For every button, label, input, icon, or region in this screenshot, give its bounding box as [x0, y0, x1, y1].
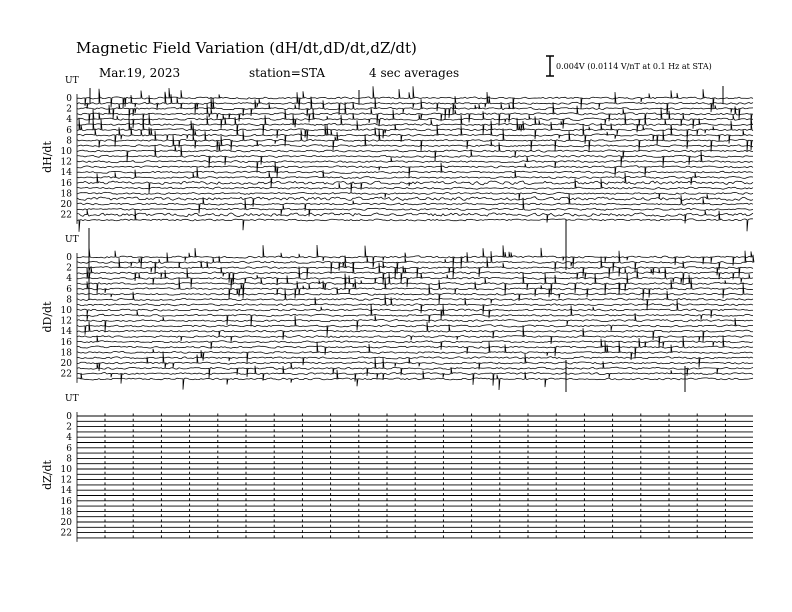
hour-tick-label: 18 — [60, 348, 72, 359]
hour-tick-label: 22 — [60, 210, 72, 221]
hour-trace — [77, 86, 753, 110]
hour-trace — [77, 97, 753, 120]
hour-trace — [77, 193, 753, 213]
hour-tick-label: 22 — [60, 369, 72, 380]
hour-trace — [77, 525, 753, 528]
hour-trace — [77, 414, 753, 417]
hour-trace — [77, 429, 753, 432]
hour-trace — [77, 282, 753, 304]
hour-trace — [77, 251, 754, 274]
hour-tick-label: 20 — [60, 518, 72, 528]
hour-trace — [77, 245, 753, 269]
hour-trace — [77, 509, 753, 512]
hour-trace — [77, 145, 753, 168]
dz-dt-panel — [41, 394, 753, 542]
hour-tick-label: 14 — [60, 168, 72, 179]
hour-tick-label: 14 — [60, 327, 72, 338]
hour-trace — [77, 514, 753, 517]
hour-tick-label: 8 — [66, 454, 72, 465]
hour-tick-label: 2 — [66, 422, 72, 433]
hour-trace — [77, 289, 753, 310]
hour-trace — [77, 295, 753, 314]
hour-trace — [77, 336, 753, 359]
hour-tick-label: 14 — [60, 486, 72, 497]
hour-trace — [77, 445, 753, 448]
axis-label-dd-dt: dD/dt — [41, 301, 54, 333]
ut-label: UT — [65, 394, 79, 404]
hour-tick-label: 0 — [66, 94, 72, 104]
averaging-label: 4 sec averages — [369, 66, 460, 80]
hour-trace — [77, 262, 753, 284]
scale-note: 0.004V (0.0114 V/nT at 0.1 Hz at STA) — [556, 62, 712, 71]
hour-tick-label: 16 — [60, 496, 72, 507]
hour-trace — [77, 357, 753, 378]
hour-trace — [77, 304, 753, 327]
hour-tick-label: 0 — [66, 412, 72, 422]
hour-trace — [77, 92, 753, 115]
hour-tick-label: 6 — [66, 125, 72, 136]
hour-trace — [77, 435, 753, 438]
hour-tick-label: 10 — [60, 306, 72, 316]
hour-trace — [77, 493, 753, 496]
hour-trace — [77, 504, 753, 507]
date-label: Mar.19, 2023 — [99, 66, 181, 80]
hour-trace — [77, 461, 753, 464]
hour-trace — [77, 257, 753, 280]
hour-trace — [77, 456, 753, 459]
ut-label: UT — [65, 235, 79, 245]
hour-tick-label: 12 — [60, 316, 72, 327]
hour-trace — [77, 535, 753, 538]
hour-trace — [77, 164, 753, 178]
hour-trace — [77, 482, 753, 485]
hour-tick-label: 22 — [60, 528, 72, 539]
hour-trace — [77, 467, 753, 470]
hour-tick-label: 12 — [60, 475, 72, 486]
hour-tick-label: 2 — [66, 263, 72, 274]
hour-tick-label: 10 — [60, 465, 72, 475]
hour-trace — [77, 192, 753, 200]
hour-tick-label: 16 — [60, 337, 72, 348]
hour-trace — [77, 424, 753, 427]
hour-trace — [77, 472, 753, 475]
hour-tick-label: 8 — [66, 295, 72, 306]
hour-tick-label: 4 — [66, 274, 72, 285]
hour-trace — [77, 451, 753, 454]
hour-tick-label: 18 — [60, 507, 72, 518]
axis-label-dh-dt: dH/dt — [41, 141, 54, 173]
dd-dt-panel — [41, 220, 754, 392]
hour-tick-label: 18 — [60, 189, 72, 200]
hour-tick-label: 6 — [66, 443, 72, 454]
scale-bar — [546, 56, 712, 76]
ut-label: UT — [65, 76, 79, 86]
hour-trace — [77, 113, 753, 135]
hour-trace — [77, 151, 753, 173]
hour-tick-label: 20 — [60, 359, 72, 369]
hour-trace — [77, 167, 753, 188]
hour-tick-label: 10 — [60, 147, 72, 157]
dh-dt-panel — [41, 76, 753, 232]
hour-trace — [77, 194, 753, 207]
hour-tick-label: 6 — [66, 284, 72, 295]
hour-tick-label: 0 — [66, 253, 72, 263]
hour-trace — [77, 209, 753, 232]
hour-tick-label: 16 — [60, 178, 72, 189]
hour-trace — [77, 128, 753, 151]
hour-tick-label: 20 — [60, 200, 72, 210]
hour-tick-label: 4 — [66, 115, 72, 126]
hour-trace — [77, 108, 753, 129]
hour-trace — [77, 277, 753, 299]
hour-trace — [77, 341, 753, 364]
hour-trace — [77, 325, 753, 348]
hour-tick-label: 8 — [66, 136, 72, 147]
axis-label-dz-dt: dZ/dt — [41, 460, 54, 490]
hour-trace — [77, 173, 753, 193]
hour-tick-label: 12 — [60, 157, 72, 168]
hour-tick-label: 4 — [66, 433, 72, 444]
hour-trace — [77, 198, 753, 217]
hour-trace — [77, 520, 753, 523]
hour-trace — [77, 477, 753, 480]
hour-trace — [77, 498, 753, 501]
hour-trace — [77, 102, 753, 125]
hour-trace — [77, 300, 753, 320]
hour-trace — [77, 272, 753, 295]
hour-trace — [77, 316, 753, 337]
hour-trace — [77, 530, 753, 533]
hour-tick-label: 2 — [66, 104, 72, 115]
hour-trace — [77, 488, 753, 491]
hour-trace — [77, 118, 753, 141]
station-label: station=STA — [249, 66, 326, 80]
hour-trace — [77, 124, 753, 147]
hour-trace — [77, 419, 753, 422]
figure-title: Magnetic Field Variation (dH/dt,dD/dt,dZ/dt) — [76, 39, 417, 57]
hour-trace — [77, 321, 753, 342]
hour-trace — [77, 313, 753, 332]
hour-trace — [77, 440, 753, 443]
